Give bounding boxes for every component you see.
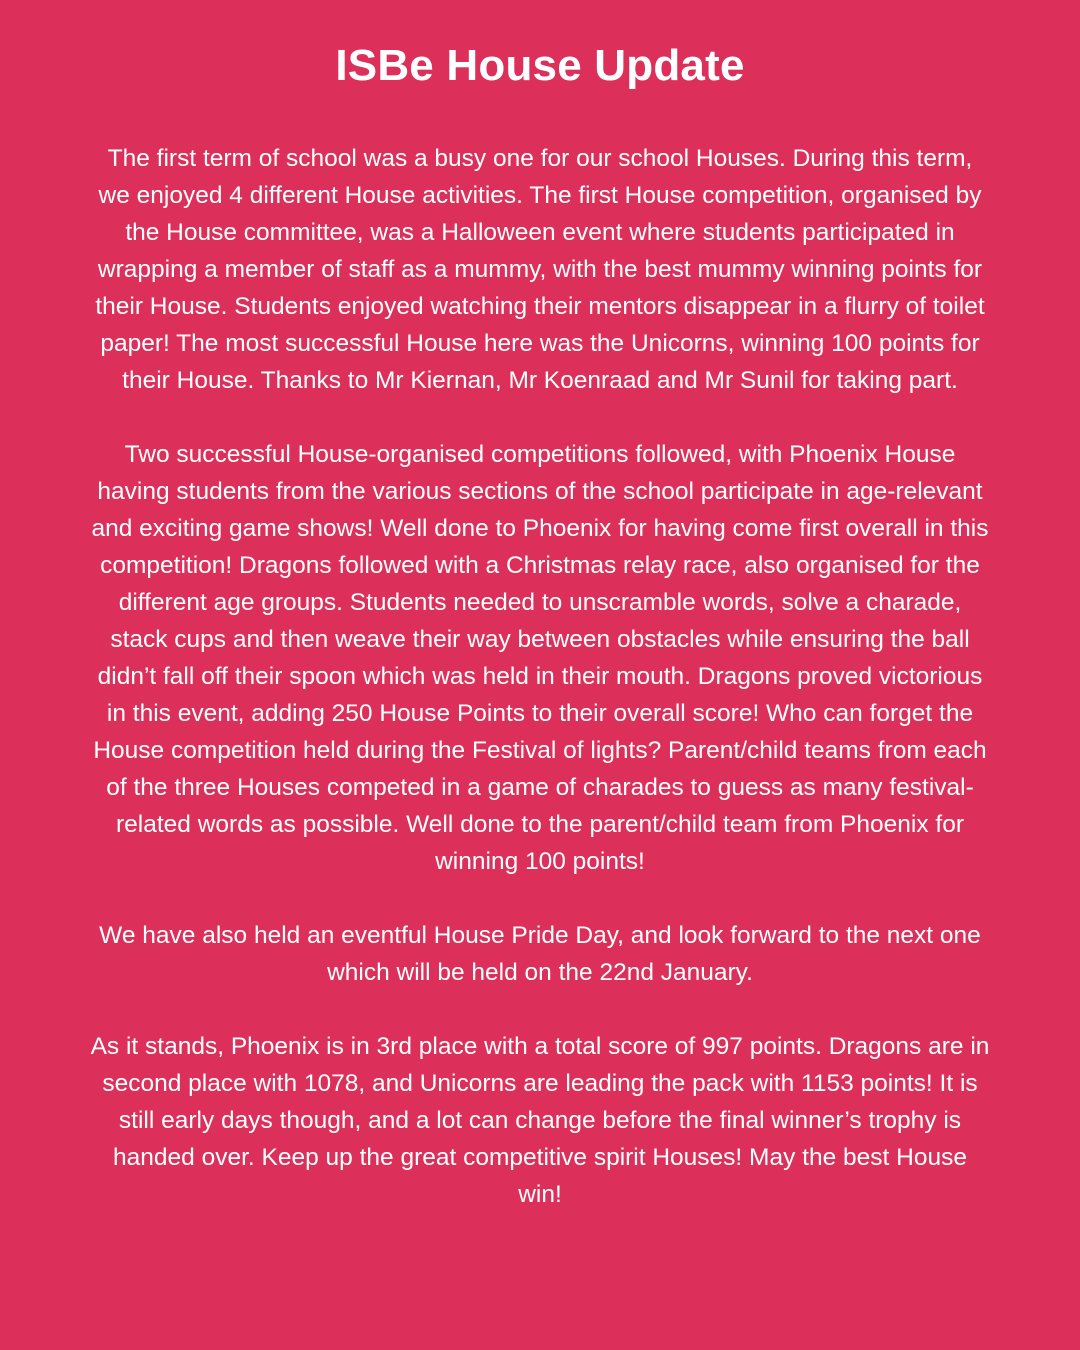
article-body <box>90 140 990 1213</box>
paragraph-competitions: Two successful House-organised competitions followed, with Phoenix House having students from the various sections of the school participate in age-relevant and exciting game shows! Well done to Phoenix for having come first overall in this competition! Dragons followed with a Christmas relay race, also organised for the different age groups. Students needed to unscramble words, solve a charade, stack cups and then weave their way between obstacles while ensuring the ball didn’t fall off their spoon which was held in their mouth. Dragons proved victorious in this event, adding 250 House Points to their overall score! Who can forget the House competition held during the Festival of lights? Parent/child teams from each of the three Houses competed in a game of charades to guess as many festival-related words as possible. Well done to the parent/child team from Phoenix for winning 100 points! <box>91 441 989 875</box>
page-title: ISBe House Update <box>335 41 745 90</box>
paragraph-standings: As it stands, Phoenix is in 3rd place with a total score of 997 points. Dragons are in second place with 1078, and Unicorns are leading the pack with 1153 points! It is still early days though, and a lot can change before the final winner’s trophy is handed over. Keep up the great competitive spirit Houses! May the best House win! <box>90 1033 990 1208</box>
paragraph-term-overview: The first term of school was a busy one for our school Houses. During this term, we enjoyed 4 different House activities. The first House competition, organised by the House committee, was a Halloween event where students participated in wrapping a member of staff as a mummy, with the best mummy winning points for their House. Students enjoyed watching their mentors disappear in a flurry of toilet paper! The most successful House here was the Unicorns, winning 100 points for their House. Thanks to Mr Kiernan, Mr Koenraad and Mr Sunil for taking part. <box>95 145 985 394</box>
paragraph-pride-day: We have also held an eventful House Pride Day, and look forward to the next one which will be held on the 22nd January. <box>99 922 981 986</box>
